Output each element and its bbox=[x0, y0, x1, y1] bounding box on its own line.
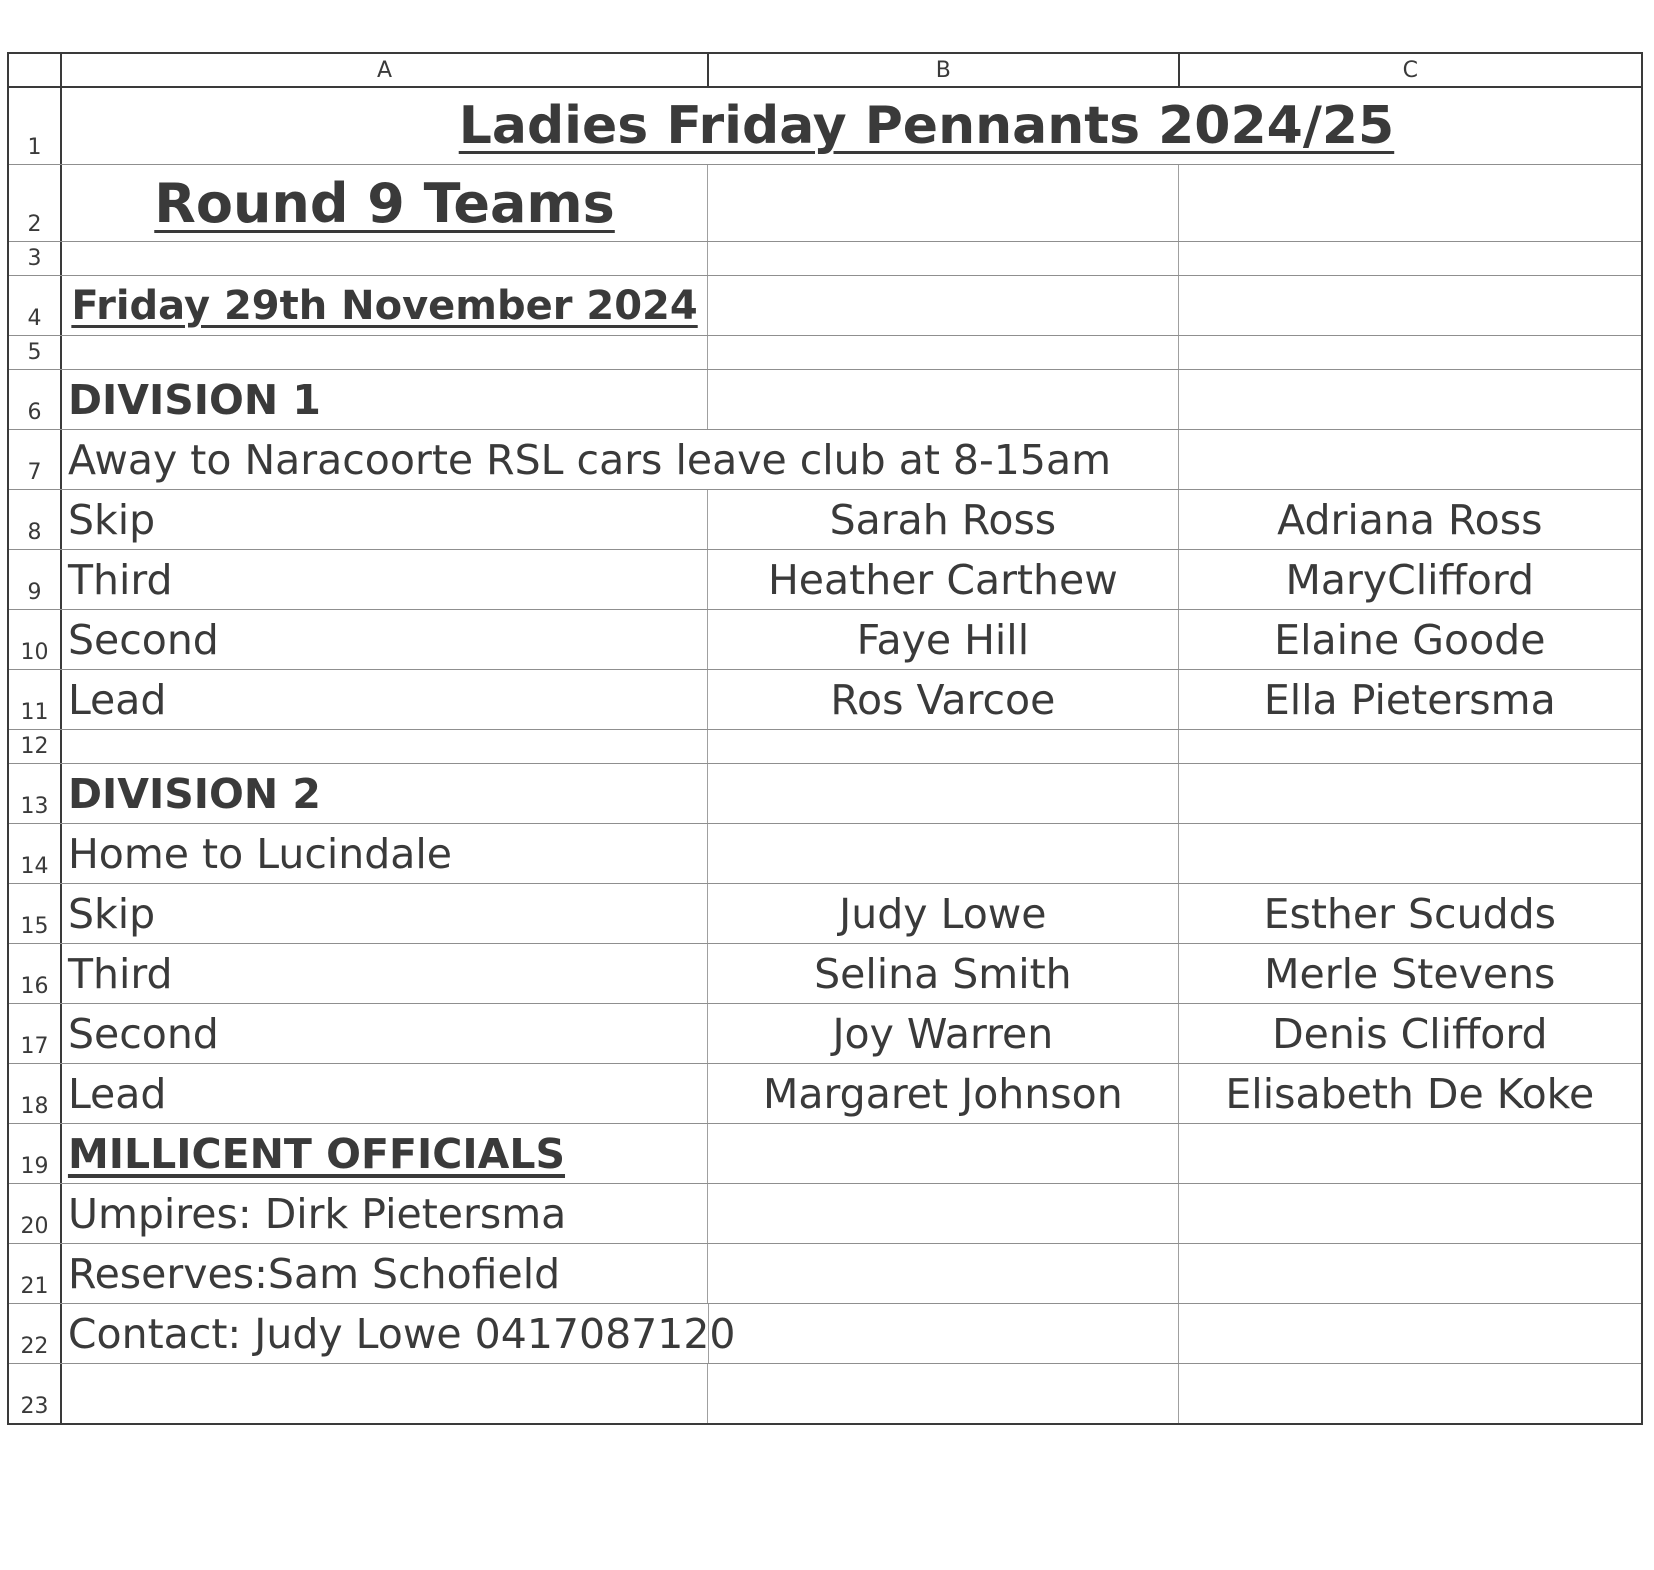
table-row bbox=[9, 369, 1641, 429]
player-name[interactable]: Margaret Johnson bbox=[707, 1064, 1177, 1123]
row-number[interactable]: 14 bbox=[9, 824, 62, 883]
cell-b[interactable] bbox=[708, 1304, 1178, 1363]
cell-b[interactable] bbox=[707, 242, 1177, 275]
cell-a[interactable] bbox=[62, 336, 707, 369]
position-label[interactable]: Second bbox=[67, 1009, 219, 1058]
cell-b[interactable] bbox=[707, 1184, 1177, 1243]
cell-c[interactable] bbox=[1178, 1364, 1641, 1423]
umpires-info[interactable]: Umpires: Dirk Pietersma bbox=[67, 1189, 567, 1238]
cell-c[interactable] bbox=[1178, 370, 1641, 429]
cell-c[interactable] bbox=[1178, 1124, 1641, 1183]
table-row bbox=[9, 1363, 1641, 1423]
player-name[interactable]: Merle Stevens bbox=[1178, 944, 1641, 1003]
spreadsheet bbox=[7, 52, 1643, 1425]
cell-b[interactable] bbox=[707, 165, 1177, 241]
cell-c[interactable] bbox=[1178, 1244, 1641, 1303]
position-label[interactable]: Third bbox=[67, 555, 173, 604]
cell-b[interactable] bbox=[707, 730, 1177, 763]
row-number[interactable]: 18 bbox=[9, 1064, 62, 1123]
row-number[interactable]: 1 bbox=[9, 88, 62, 164]
cell-b[interactable] bbox=[707, 1244, 1177, 1303]
player-name[interactable]: Adriana Ross bbox=[1178, 490, 1641, 549]
division-1-fixture[interactable]: Away to Naracoorte RSL cars leave club at 8-15am bbox=[67, 435, 1112, 484]
position-label[interactable]: Lead bbox=[67, 1069, 167, 1118]
table-row bbox=[9, 489, 1641, 549]
cell-a[interactable] bbox=[62, 1364, 707, 1423]
row-number[interactable]: 17 bbox=[9, 1004, 62, 1063]
player-name[interactable]: Judy Lowe bbox=[707, 884, 1177, 943]
cell-c[interactable] bbox=[1178, 336, 1641, 369]
table-row bbox=[9, 1243, 1641, 1303]
table-row bbox=[9, 1063, 1641, 1123]
row-number[interactable]: 23 bbox=[9, 1364, 62, 1423]
player-name[interactable]: Esther Scudds bbox=[1178, 884, 1641, 943]
row-number[interactable]: 13 bbox=[9, 764, 62, 823]
row-number[interactable]: 3 bbox=[9, 242, 62, 275]
cell-c[interactable] bbox=[1178, 1304, 1641, 1363]
table-row bbox=[9, 609, 1641, 669]
cell-a[interactable] bbox=[62, 242, 707, 275]
row-number[interactable]: 9 bbox=[9, 550, 62, 609]
row-number[interactable]: 4 bbox=[9, 276, 62, 335]
row-number[interactable]: 2 bbox=[9, 165, 62, 241]
table-row bbox=[9, 823, 1641, 883]
division-1-heading[interactable]: DIVISION 1 bbox=[67, 375, 321, 424]
column-header-b[interactable]: B bbox=[707, 54, 1177, 86]
player-name[interactable]: Selina Smith bbox=[707, 944, 1177, 1003]
sheet-title[interactable]: Ladies Friday Pennants 2024/25 bbox=[458, 96, 1395, 156]
table-row bbox=[9, 763, 1641, 823]
table-row bbox=[9, 1303, 1641, 1363]
table-row bbox=[9, 275, 1641, 335]
officials-heading[interactable]: MILLICENT OFFICIALS bbox=[67, 1129, 566, 1178]
cell-b[interactable] bbox=[707, 824, 1177, 883]
cell-c[interactable] bbox=[1178, 824, 1641, 883]
player-name[interactable]: Ros Varcoe bbox=[707, 670, 1177, 729]
row-number[interactable]: 10 bbox=[9, 610, 62, 669]
table-row bbox=[9, 429, 1641, 489]
table-row bbox=[9, 1183, 1641, 1243]
contact-info[interactable]: Contact: Judy Lowe 0417087120 bbox=[67, 1309, 736, 1358]
row-number[interactable]: 11 bbox=[9, 670, 62, 729]
position-label[interactable]: Lead bbox=[67, 675, 167, 724]
cell-c[interactable] bbox=[1178, 165, 1641, 241]
table-row bbox=[9, 669, 1641, 729]
row-number[interactable]: 21 bbox=[9, 1244, 62, 1303]
cell-c[interactable] bbox=[1178, 730, 1641, 763]
table-row bbox=[9, 335, 1641, 369]
table-row bbox=[9, 1123, 1641, 1183]
player-name[interactable]: MaryClifford bbox=[1178, 550, 1641, 609]
position-label[interactable]: Skip bbox=[67, 495, 156, 544]
cell-c[interactable] bbox=[1178, 764, 1641, 823]
division-2-fixture[interactable]: Home to Lucindale bbox=[67, 829, 453, 878]
player-name[interactable]: Elisabeth De Koke bbox=[1178, 1064, 1641, 1123]
match-date[interactable]: Friday 29th November 2024 bbox=[71, 282, 698, 329]
table-row bbox=[9, 943, 1641, 1003]
position-label[interactable]: Skip bbox=[67, 889, 156, 938]
row-number[interactable]: 7 bbox=[9, 430, 62, 489]
row-number[interactable]: 6 bbox=[9, 370, 62, 429]
cell-a[interactable] bbox=[62, 730, 707, 763]
cell-b[interactable] bbox=[707, 336, 1177, 369]
row-number[interactable]: 12 bbox=[9, 730, 62, 763]
cell-b[interactable] bbox=[707, 1364, 1177, 1423]
table-row bbox=[9, 1003, 1641, 1063]
table-row bbox=[9, 164, 1641, 241]
column-header-c[interactable]: C bbox=[1178, 54, 1641, 86]
column-header-row bbox=[9, 54, 1641, 88]
cell-b[interactable] bbox=[707, 370, 1177, 429]
table-row bbox=[9, 241, 1641, 275]
cell-c[interactable] bbox=[1178, 1184, 1641, 1243]
row-number[interactable]: 16 bbox=[9, 944, 62, 1003]
row-number[interactable]: 19 bbox=[9, 1124, 62, 1183]
round-heading[interactable]: Round 9 Teams bbox=[154, 171, 615, 235]
cell-b[interactable] bbox=[707, 1124, 1177, 1183]
player-name[interactable]: Denis Clifford bbox=[1178, 1004, 1641, 1063]
reserves-info[interactable]: Reserves:Sam Schofield bbox=[67, 1249, 561, 1298]
table-row bbox=[9, 88, 1641, 164]
player-name[interactable]: Faye Hill bbox=[707, 610, 1177, 669]
cell-b[interactable] bbox=[707, 276, 1177, 335]
row-number[interactable]: 20 bbox=[9, 1184, 62, 1243]
table-row bbox=[9, 729, 1641, 763]
player-name[interactable]: Sarah Ross bbox=[707, 490, 1177, 549]
player-name[interactable]: Elaine Goode bbox=[1178, 610, 1641, 669]
player-name[interactable]: Ella Pietersma bbox=[1178, 670, 1641, 729]
player-name[interactable]: Heather Carthew bbox=[707, 550, 1177, 609]
table-row bbox=[9, 549, 1641, 609]
player-name[interactable]: Joy Warren bbox=[707, 1004, 1177, 1063]
row-number[interactable]: 8 bbox=[9, 490, 62, 549]
row-number[interactable]: 15 bbox=[9, 884, 62, 943]
column-header-a[interactable]: A bbox=[377, 57, 393, 83]
cell-c[interactable] bbox=[1178, 276, 1641, 335]
cell-c[interactable] bbox=[1178, 242, 1641, 275]
select-all-corner[interactable] bbox=[9, 54, 62, 86]
position-label[interactable]: Second bbox=[67, 615, 219, 664]
division-2-heading[interactable]: DIVISION 2 bbox=[67, 769, 321, 818]
row-number[interactable]: 22 bbox=[9, 1304, 62, 1363]
cell-c[interactable] bbox=[1178, 430, 1641, 489]
position-label[interactable]: Third bbox=[67, 949, 173, 998]
row-number[interactable]: 5 bbox=[9, 336, 62, 369]
table-row bbox=[9, 883, 1641, 943]
cell-b[interactable] bbox=[707, 764, 1177, 823]
